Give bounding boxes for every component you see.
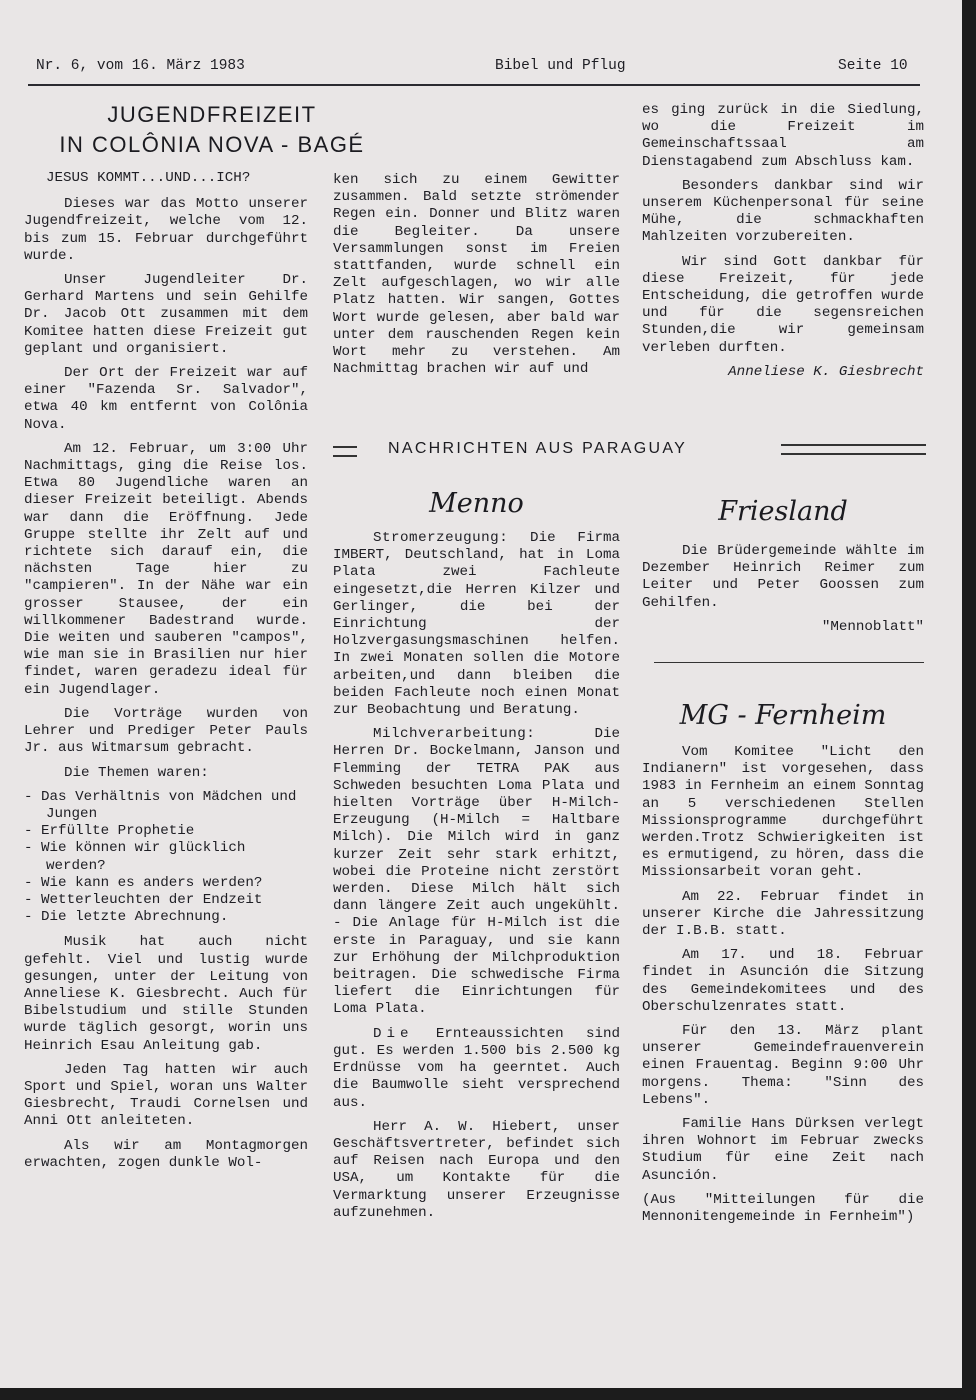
- friesland-heading: Friesland: [718, 496, 848, 527]
- article-column-3: [642, 102, 924, 381]
- article-paragraph: es ging zurück in die Siedlung, wo die Freizeit im Gemeinschaftssaal am Dienstagabend zum Abschluss kam.: [642, 102, 924, 170]
- article-signature: Anneliese K. Giesbrecht: [728, 363, 924, 380]
- article-paragraph: Dieses war das Motto unserer Jugendfreizeit, welche vom 12. bis zum 15. Februar durchgeführt wurde.: [24, 196, 308, 264]
- article-paragraph: Jeden Tag hatten wir auch Sport und Spiel, woran uns Walter Giesbrecht, Traudi Cornelsen und Anni Ott anleiteten.: [24, 1061, 308, 1130]
- friesland-column: [642, 543, 924, 636]
- article-paragraph: ken sich zu einem Gewitter zusammen. Bald setzte strömender Regen ein. Donner und Blitz waren die Begleiter. Da unsere Versammlungen sonst im Freien stattfanden, wurde schnell ein Zelt aufgeschlagen, wo wir alle Platz hatten. Wir sangen, Gottes Wort wurde gelesen, aber bald war unter dem rauschenden Regen kein Wort mehr zu verstehen. Am Nachmittag brachen wir auf und: [333, 172, 620, 378]
- topic-item: - Erfüllte Prophetie: [24, 823, 195, 840]
- topic-item: - Wie kann es anders werden?: [24, 874, 263, 891]
- topic-item: - Wie können wir glücklich werden?: [24, 840, 246, 874]
- menno-milch-text: Die Herren Dr. Bockelmann, Janson und Flemming der TETRA PAK aus Schweden besuchten Loma Plata und hielten Vorträge über H-Milch-Erzeugung (H-Milch = Haltbare Milch). Die Milch wird in ganz kurzer Zeit sehr stark erhitzt, wobei die Proteine nicht zerstört werden. Diese Milch hält sich dann längere Zeit auch ungekühlt. - Die Anlage für H-Milch ist die erste in Paraguay, und sie kann zur Erhöhung der Milchproduktion beitragen. Die schwedische Firma liefert die Einrichtungen für Loma Plata.: [333, 726, 620, 1018]
- menno-ernte-text: Ernteaussichten sind gut. Es werden 1.500 bis 2.500 kg Erdnüsse vom ha geerntet. Auch die Baumwolle sieht versprechend aus.: [333, 1025, 620, 1111]
- publication-title: Bibel und Pflug: [495, 58, 626, 74]
- section-divider: [654, 662, 924, 663]
- fernheim-paragraph: Am 22. Februar findet in unserer Kirche die Jahressitzung der I.B.B. statt.: [642, 888, 924, 940]
- article-paragraph: Die Vorträge wurden von Lehrer und Prediger Peter Pauls Jr. aus Witmarsum gebracht.: [24, 705, 308, 757]
- double-rule-left: [333, 446, 357, 457]
- article-title-line2: IN COLÔNIA NOVA - BAGÉ: [59, 132, 365, 157]
- topic-item: - Die letzte Abrechnung.: [24, 909, 229, 926]
- page-edge-shadow: [962, 0, 976, 1400]
- topic-item: - Wetterleuchten der Endzeit: [24, 891, 263, 908]
- fernheim-heading: MG - Fernheim: [679, 700, 887, 731]
- article-paragraph: Am 12. Februar, um 3:00 Uhr Nachmittags, ging die Reise los. Etwa 80 Jugendliche waren an dieser Freizeit beteiligt. Abends war dann die Eröffnung. Jede Gruppe stellte ihr Zelt auf und richtete sich darauf ein, die nächsten Tage hier zu "campieren". In der Nähe war ein grosser Stausee, der ein willkommener Badestrand wurde. Die weiten und sauberen "campos", wie man sie in Brasilien nur hier findet, waren geradezu ideal für ein Jugendlager.: [24, 440, 308, 698]
- news-heading: NACHRICHTEN AUS PARAGUAY: [388, 440, 688, 457]
- menno-hiebert-text: Herr A. W. Hiebert, unser Geschäftsvertreter, befindet sich auf Reisen nach Europa und den USA, um Kontakte für die Vermarktung unserer Erzeugnisse aufzunehmen.: [333, 1118, 620, 1221]
- double-rule-right: [781, 444, 926, 455]
- fernheim-source: (Aus "Mitteilungen für die Mennonitengemeinde in Fernheim"): [642, 1191, 924, 1226]
- article-title-line1: JUGENDFREIZEIT: [107, 102, 317, 127]
- article-column-1: [24, 170, 308, 1179]
- menno-strom-lead: Stromerzeugung:: [373, 530, 509, 546]
- menno-column: [333, 530, 620, 1229]
- article-paragraph: Der Ort der Freizeit war auf einer "Fazenda Sr. Salvador", etwa 40 km entfernt von Colônia Nova.: [24, 365, 308, 433]
- article-paragraph: Unser Jugendleiter Dr. Gerhard Martens und sein Gehilfe Dr. Jacob Ott zusammen mit dem Komitee hatten diese Freizeit gut geplant und organisiert.: [24, 272, 308, 357]
- menno-strom-text: Die Firma IMBERT, Deutschland, hat in Loma Plata zwei Fachleute eingesetzt,die Herren Kilzer und Gerlinger, die bei der Einrichtung der Holzvergasungsmaschinen helfen. In zwei Monaten sollen die Motore arbeiten,und dann bleiben die beiden Fachleute noch einen Monat zur Beobachtung und Beratung.: [333, 530, 620, 719]
- fernheim-paragraph: Für den 13. März plant unserer Gemeindefrauenverein einen Frauentag. Beginn 9:00 Uhr morgens. Thema: "Sinn des Lebens".: [642, 1023, 924, 1108]
- fernheim-paragraph: Familie Hans Dürksen verlegt ihren Wohnort im Februar zwecks Studium für eine Zeit nach Asunción.: [642, 1116, 924, 1184]
- topic-item: - Das Verhältnis von Mädchen und Jungen: [24, 788, 297, 822]
- article-paragraph: Musik hat auch nicht gefehlt. Viel und lustig wurde gesungen, unter der Leitung von Anneliese K. Giesbrecht. Auch für Bibelstudium und stille Stunden wurde täglich gesorgt, worin uns Heinrich Esau Anleitung gab.: [24, 934, 308, 1054]
- article-paragraph: Wir sind Gott dankbar für diese Freizeit, für jede Entscheidung, die getroffen wurde und für die segensreichen Stunden,die wir gemeinsam verleben durften.: [642, 253, 924, 356]
- topics-list: [24, 789, 308, 927]
- fernheim-paragraph: Vom Komitee "Licht den Indianern" ist vorgesehen, dass 1983 in Fernheim an einem Sonntag an 5 verschiedenen Stellen Missionsprogramme durchgeführt werden.Trotz Schwierigkeiten ist es ermutigend, zu hören, dass die Missionsarbeit voran geht.: [642, 744, 924, 881]
- article-paragraph: Besonders dankbar sind wir unserem Küchenpersonal für seine Mühe, die schmackhaften Mahlzeiten vorzubereiten.: [642, 177, 924, 246]
- article-column-2: [333, 172, 620, 385]
- friesland-source: "Mennoblatt": [821, 618, 924, 635]
- article-paragraph: Die Themen waren:: [64, 764, 209, 781]
- fernheim-column: [642, 744, 924, 1233]
- menno-ernte-lead: Die: [373, 1025, 414, 1042]
- article-subtitle: JESUS KOMMT...UND...ICH?: [46, 170, 251, 186]
- issue-number: Nr. 6, vom 16. März 1983: [36, 58, 245, 74]
- fernheim-paragraph: Am 17. und 18. Februar findet in Asunción die Sitzung des Gemeindekomitees und des Oberschulzenrates statt.: [642, 947, 924, 1015]
- header-rule: [28, 84, 920, 86]
- menno-heading: Menno: [429, 488, 524, 519]
- news-section-header: [333, 440, 926, 464]
- page-bottom-edge: [0, 1388, 976, 1400]
- friesland-text: Die Brüdergemeinde wählte im Dezember Heinrich Reimer zum Leiter und Peter Goossen zum Gehilfen.: [642, 543, 924, 611]
- page-number: Seite 10: [838, 58, 908, 74]
- article-paragraph: Als wir am Montagmorgen erwachten, zogen dunkle Wol-: [24, 1137, 308, 1171]
- menno-milch-lead: Milchverarbeitung:: [373, 726, 536, 743]
